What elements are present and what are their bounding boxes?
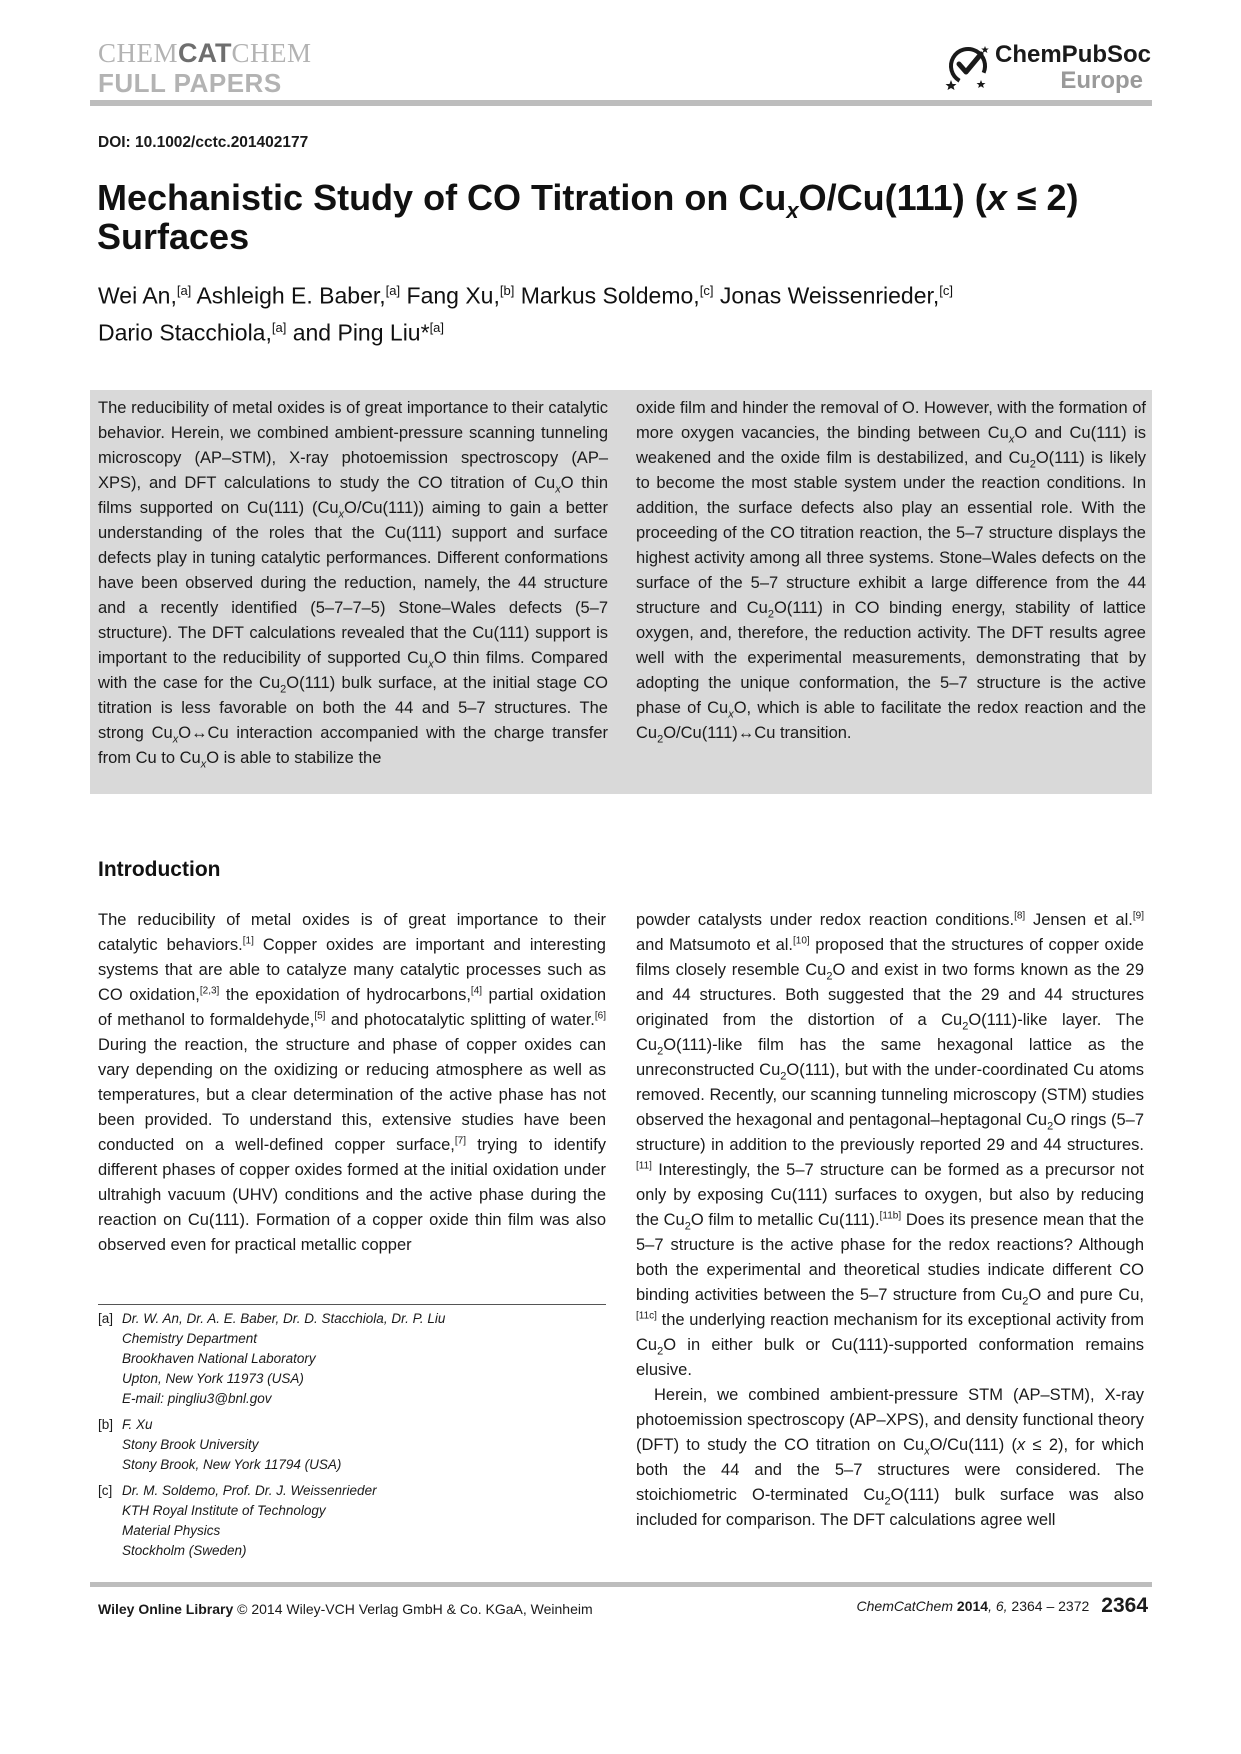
affiliation-c: [c] Dr. M. Soldemo, Prof. Dr. J. Weissenrieder KTH Royal Institute of Technology Material Physics Stockholm (Sweden) — [98, 1483, 377, 1558]
article-title: Mechanistic Study of CO Titration on $Cu_xO/Cu(111) (x \le 2)$ Surfaces — [97, 177, 1079, 257]
page-number: 2364 — [1101, 1594, 1148, 1617]
header-rule — [90, 100, 1152, 106]
section-heading-introduction: Introduction — [98, 858, 221, 881]
affiliation-a: [a] Dr. W. An, Dr. A. E. Baber, Dr. D. Stacchiola, Dr. P. Liu Chemistry Department Brookhaven National Laboratory Upton, New York 11973 (USA) E-mail: pingliu3@bnl.gov — [98, 1311, 446, 1406]
body-column-right: powder catalysts under redox reaction conditions.[8] Jensen et al.[9] and Matsumoto et al.[10] proposed that the structures of copper oxide films closely resemble $Cu_2O$ and exist in two forms known as the 29 and 44 structures. Both suggested that the 29 and 44 structures originated from the distortion of a $Cu_2O(111)$-like layer. The $Cu_2O(111)$-like film has the same hexagonal lattice as the unreconstructed $Cu_2O(111)$, but with the under-coordinated Cu atoms removed. Recently, our scanning tunneling microscopy (STM) studies observed the hexagonal and pentagonal–heptagonal $Cu_2O$ rings (5–7 structure) in addition to the previously reported 29 and 44 structures.[11] Interestingly, the 5–7 structure can be formed as a precursor not only by exposing Cu(111) surfaces to oxygen, but also by reducing the $Cu_2O$ film to metallic Cu(111).[11b] Does its presence mean that the 5–7 structure is the active phase for the redox reactions? Although both the experimental and theoretical studies indicate different CO binding activities between the 5–7 structure from $Cu_2O$ and pure Cu,[11c] the underlying reaction mechanism for its exceptional activity from $Cu_2O$ in either bulk or Cu(111)-supported conformation remains elusive. Herein, we combined ambient-pressure STM (AP–STM), X-ray photoemission spectroscopy (AP–XPS), and density functional theory (DFT) to study the CO titration on $Cu_xO/Cu(111) (x \le 2)$, for which both the 44 and the 5–7 structures were considered. The stoichiometric O-terminated $Cu_2O(111)$ bulk surface was also included for comparison. The DFT calculations agree well — [636, 910, 1144, 1529]
publisher-logo — [945, 40, 1155, 96]
author-list: Wei An,[a] Ashleigh E. Baber,[a] Fang Xu,[b] Markus Soldemo,[c] Jonas Weissenrieder,[c] Dario Stacchiola,[a] and Ping Liu*[a] — [98, 282, 954, 346]
footnote-rule — [98, 1304, 606, 1305]
affiliations — [98, 1309, 606, 1567]
journal-header — [98, 38, 312, 98]
abstract — [90, 390, 1152, 794]
doi: DOI: 10.1002/cctc.201402177 — [98, 134, 309, 151]
publisher-name: ChemPubSoc — [995, 41, 1152, 68]
footer-rule — [90, 1582, 1152, 1587]
abstract-column-left: The reducibility of metal oxides is of great importance to their catalytic behavior. Herein, we combined ambient-pressure scanning tunneling microscopy (AP–STM), X-ray photoemission spectroscopy (AP–XPS), and DFT calculations to study the CO titration of $Cu_xO$ thin films supported on Cu(111) $(Cu_xO/Cu(111))$ aiming to gain a better understanding of the roles that the Cu(111) support and surface defects play in tuning catalytic performances. Different conformations have been observed during the reduction, namely, the 44 structure and a recently identified (5–7–7–5) Stone–Wales defects (5–7 structure). The DFT calculations revealed that the Cu(111) support is important to the reducibility of supported $Cu_xO$ thin films. Compared with the case for the $Cu_2O(111)$ bulk surface, at the initial stage CO titration is less favorable on both the 44 and 5–7 structures. The strong $Cu_xO\leftrightarrow Cu$ interaction accompanied with the charge transfer from Cu to $Cu_xO$ is able to stabilize the — [98, 399, 608, 771]
footer-copyright: Wiley Online Library © 2014 Wiley-VCH Verlag GmbH & Co. KGaA, Weinheim — [98, 1601, 593, 1617]
footer-citation: ChemCatChem 2014, 6, 2364 – 2372 2364 — [856, 1594, 1148, 1617]
body-column-left: The reducibility of metal oxides is of great importance to their catalytic behaviors.[1] Copper oxides are important and interesting systems that are able to catalyze many catalytic processes such as CO oxidation,[2,3] the epoxidation of hydrocarbons,[4] partial oxidation of methanol to formaldehyde,[5] and photocatalytic splitting of water.[6] During the reaction, the structure and phase of copper oxides can vary depending on the oxidizing or reducing atmosphere as well as temperatures, but a clear determination of the active phase has not been provided. To understand this, extensive studies have been conducted on a well-defined copper surface,[7] trying to identify different phases of copper oxides formed at the initial oxidation under ultrahigh vacuum (UHV) conditions and the active phase during the reaction on Cu(111). Formation of a copper oxide thin film was also observed even for practical metallic copper — [98, 911, 606, 1254]
wiley-online-library-link[interactable]: Wiley Online Library — [98, 1601, 234, 1617]
chempubsoc-stars-icon — [945, 42, 991, 90]
affiliation-b: [b] F. Xu Stony Brook University Stony Brook, New York 11794 (USA) — [98, 1417, 342, 1472]
journal-name: CHEMCATCHEM — [98, 38, 312, 68]
section-label: FULL PAPERS — [98, 68, 282, 98]
abstract-column-right: oxide film and hinder the removal of O. However, with the formation of more oxygen vacancies, the binding between $Cu_xO$ and Cu(111) is weakened and the oxide film is destabilized, and $Cu_2O(111)$ is likely to become the most stable system under the reaction conditions. In addition, the surface defects also play an essential role. With the proceeding of the CO titration reaction, the 5–7 structure displays the highest activity among all three systems. Stone–Wales defects on the surface of the 5–7 structure exhibit a large difference from the 44 structure and $Cu_2O(111)$ in CO binding energy, stability of lattice oxygen, and, therefore, the reduction activity. The DFT results agree well with the experimental measurements, demonstrating that by adopting the unique conformation, the 5–7 structure is the active phase of $Cu_xO$, which is able to facilitate the redox reaction and the $Cu_2O/Cu(111)\leftrightarrow Cu$ transition. — [636, 399, 1146, 746]
publisher-region: Europe — [1060, 67, 1143, 94]
